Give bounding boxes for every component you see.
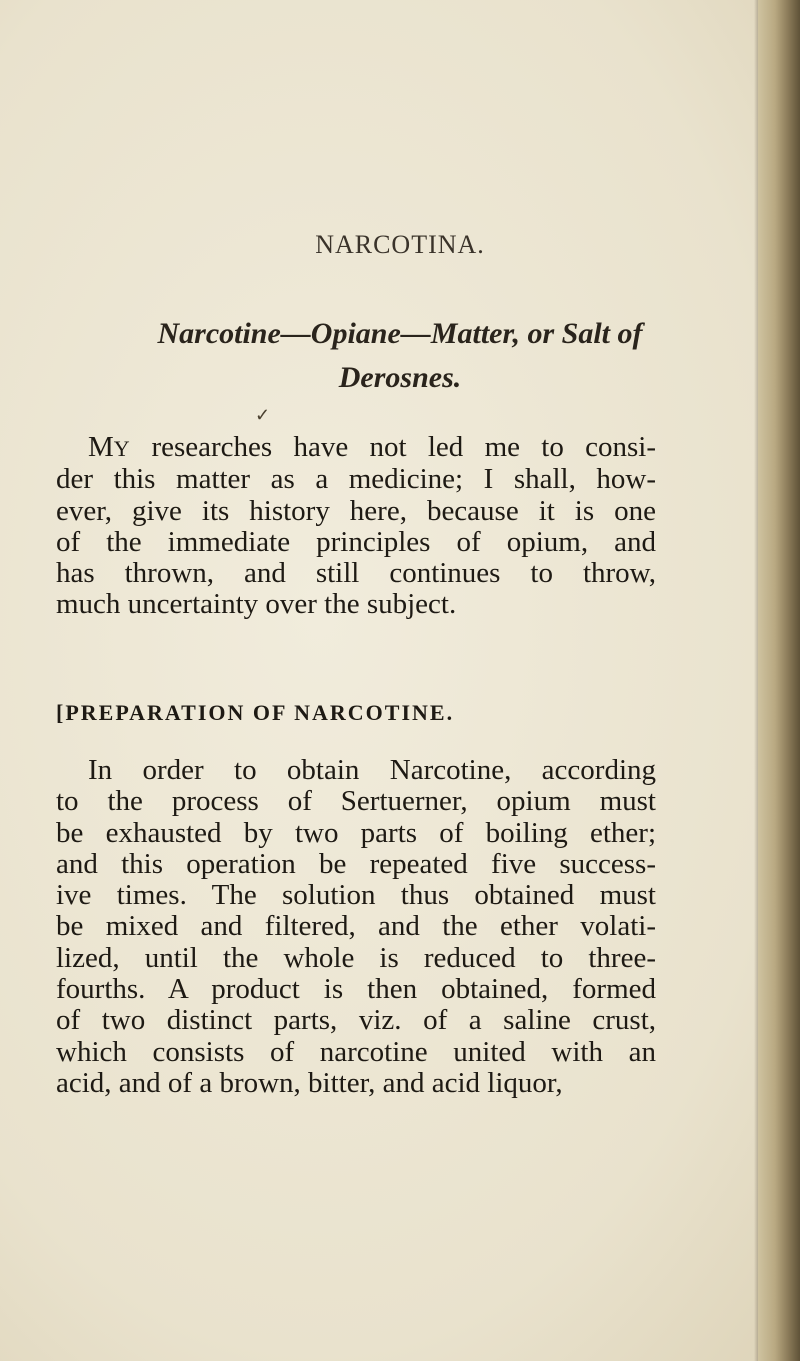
line-text: researches have not led me to consi- <box>130 431 656 463</box>
chapter-subtitle <box>40 312 760 400</box>
tick-mark-icon: ✓ <box>255 405 271 425</box>
paragraph-preparation <box>56 755 656 1099</box>
paragraph-line: In order to obtain Narcotine, according <box>88 754 656 786</box>
paragraph-intro <box>56 432 656 621</box>
paragraph-line: lized, until the whole is reduced to three- <box>56 941 656 974</box>
subtitle-line-2: Derosnes. <box>338 361 462 394</box>
paragraph-line: of two distinct parts, viz. of a saline crust, <box>56 1004 656 1037</box>
paragraph-line: be mixed and filtered, and the ether volati- <box>56 910 656 943</box>
paragraph-line: fourths. A product is then obtained, formed <box>56 973 656 1006</box>
paragraph-line: of the immediate principles of opium, and <box>56 525 656 558</box>
paragraph-line <box>56 432 656 464</box>
smallcap: Y <box>113 436 131 461</box>
page-title: NARCOTINA. <box>315 230 485 259</box>
paragraph-line: which consists of narcotine united with an <box>56 1035 656 1068</box>
paragraph-line: has thrown, and still continues to throw, <box>56 557 656 590</box>
section-heading: [PREPARATION OF NARCOTINE. <box>56 700 455 725</box>
paragraph-line: and this operation be repeated five success- <box>56 847 656 880</box>
paragraph-line: much uncertainty over the subject. <box>56 588 457 621</box>
paragraph-line: ive times. The solution thus obtained must <box>56 879 656 912</box>
subtitle-line-1: Narcotine—Opiane—Matter, or Salt of <box>157 317 643 350</box>
paragraph-line: to the process of Sertuerner, opium must <box>56 785 656 818</box>
page-gutter <box>758 0 800 1361</box>
dropcap: M <box>88 431 114 463</box>
paragraph-line: ever, give its history here, because it is one <box>56 494 656 527</box>
paragraph-line: acid, and of a brown, bitter, and acid liquor, <box>56 1066 563 1099</box>
paragraph-line: be exhausted by two parts of boiling ether; <box>56 816 656 849</box>
paragraph-line: der this matter as a medicine; I shall, how- <box>56 463 656 496</box>
